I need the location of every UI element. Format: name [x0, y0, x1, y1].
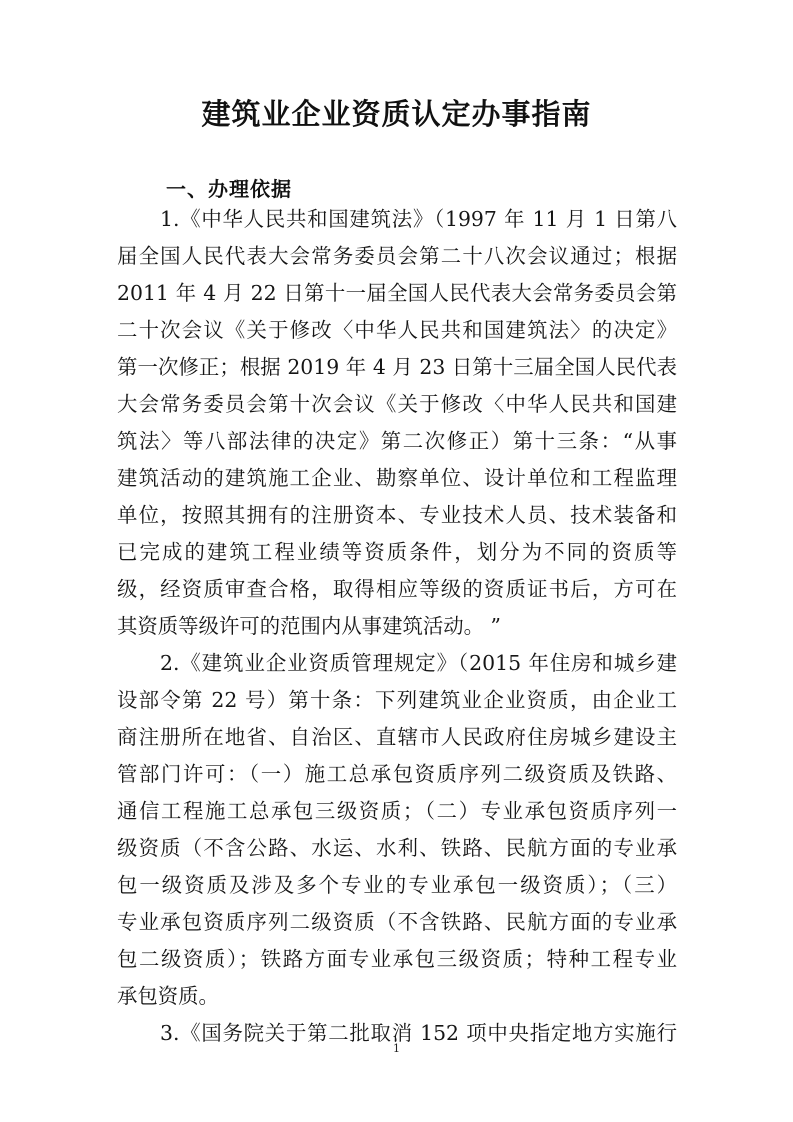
paragraph-1-line-5: 第一次修正；根据 2019 年 4 月 23 日第十三届全国人民代表 [117, 355, 677, 379]
paragraph-2-line-9: 包二级资质）；铁路方面专业承包三级资质；特种工程专业 [117, 947, 677, 971]
section-heading: 一、办理依据 [166, 177, 292, 201]
paragraph-1-line-10: 已完成的建筑工程业绩等资质条件，划分为不同的资质等 [117, 540, 677, 564]
paragraph-2-line-1: 2.《建筑业企业资质管理规定》（2015 年住房和城乡建 [160, 651, 677, 675]
paragraph-2-line-8: 专业承包资质序列二级资质（不含铁路、民航方面的专业承 [117, 910, 677, 934]
paragraph-3-line-1: 3.《国务院关于第二批取消 152 项中央指定地方实施行 [160, 1021, 677, 1045]
paragraph-2-line-6: 级资质（不含公路、水运、水利、铁路、民航方面的专业承 [117, 836, 677, 860]
paragraph-1-line-2: 届全国人民代表大会常务委员会第二十八次会议通过；根据 [117, 244, 677, 268]
document-title: 建筑业企业资质认定办事指南 [201, 97, 592, 131]
paragraph-2-line-5: 通信工程施工总承包三级资质；（二）专业承包资质序列一 [117, 799, 677, 823]
paragraph-1-line-4: 二十次会议《关于修改〈中华人民共和国建筑法〉的决定》 [117, 318, 677, 342]
paragraph-1-line-3: 2011 年 4 月 22 日第十一届全国人民代表大会常务委员会第 [117, 281, 677, 305]
paragraph-2-line-7: 包一级资质及涉及多个专业的专业承包一级资质）；（三） [117, 873, 677, 897]
paragraph-1-line-7: 筑法〉等八部法律的决定》第二次修正）第十三条：“从事 [117, 429, 677, 453]
paragraph-1-line-8: 建筑活动的建筑施工企业、勘察单位、设计单位和工程监理 [117, 466, 677, 490]
paragraph-2-line-4: 管部门许可：（一）施工总承包资质序列二级资质及铁路、 [117, 762, 677, 786]
paragraph-1-line-12: 其资质等级许可的范围内从事建筑活动。 ” [117, 614, 501, 638]
paragraph-2-line-3: 商注册所在地省、自治区、直辖市人民政府住房城乡建设主 [117, 725, 677, 749]
page-number: 1 [393, 1042, 400, 1055]
paragraph-2-line-10: 承包资质。 [117, 984, 219, 1008]
paragraph-1-line-9: 单位，按照其拥有的注册资本、专业技术人员、技术装备和 [117, 503, 677, 527]
paragraph-2-line-2: 设部令第 22 号）第十条：下列建筑业企业资质，由企业工 [117, 688, 677, 712]
paragraph-1-line-11: 级，经资质审查合格，取得相应等级的资质证书后，方可在 [117, 577, 677, 601]
paragraph-1-line-1: 1.《中华人民共和国建筑法》（1997 年 11 月 1 日第八 [160, 207, 677, 231]
paragraph-1-line-6: 大会常务委员会第十次会议《关于修改〈中华人民共和国建 [117, 392, 677, 416]
